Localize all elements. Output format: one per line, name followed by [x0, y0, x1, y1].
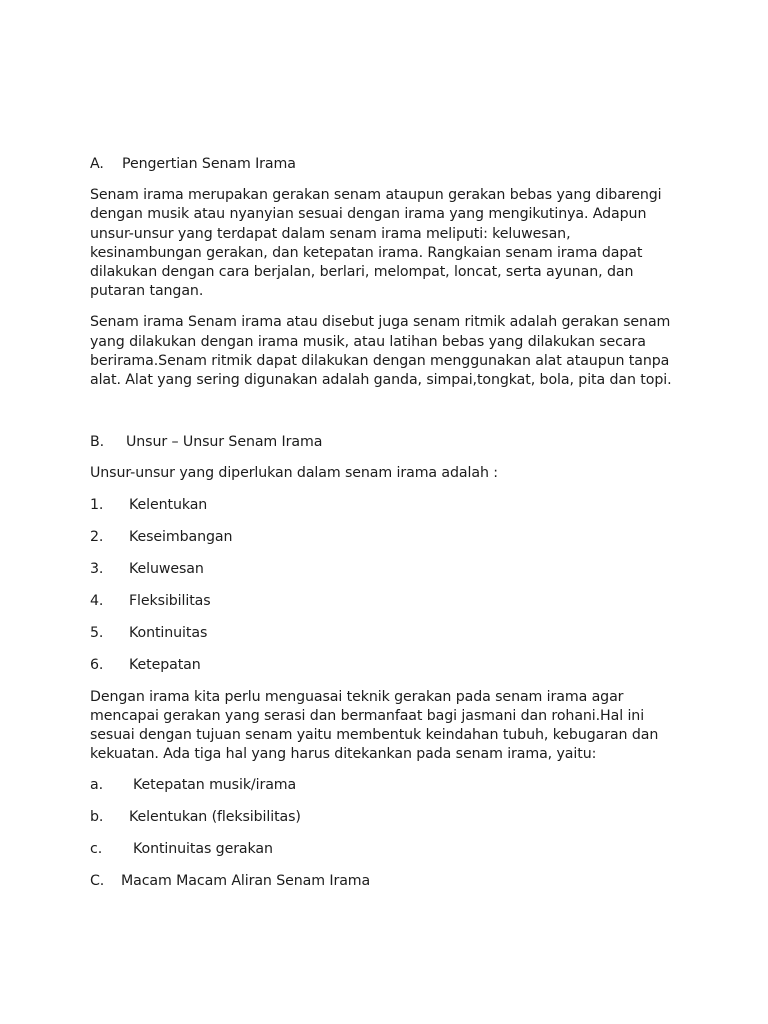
section-a-paragraph-2: [90, 313, 680, 390]
list-item-text: Keluwesan: [129, 560, 204, 577]
emphasis-item-text: Kelentukan (fleksibilitas): [129, 809, 301, 826]
paragraph-line: kesinambungan gerakan, dan ketepatan irama. Rangkaian senam irama dapat: [90, 244, 643, 261]
paragraph-line: putaran tangan.: [90, 283, 204, 300]
document-body: [90, 155, 680, 904]
emphasis-item: [90, 840, 680, 859]
emphasis-item-letter: b.: [90, 809, 104, 826]
section-b-intro: Unsur-unsur yang diperlukan dalam senam irama adalah :: [90, 465, 498, 482]
paragraph-line: dengan musik atau nyanyian sesuai dengan irama yang mengikutinya. Adapun: [90, 206, 647, 223]
paragraph-line: berirama.Senam ritmik dapat dilakukan dengan menggunakan alat ataupun tanpa: [90, 352, 670, 369]
section-c-title: Macam Macam Aliran Senam Irama: [121, 873, 371, 890]
list-item-text: Fleksibilitas: [129, 592, 211, 609]
list-item-number: 1.: [90, 496, 104, 513]
section-b-paragraph: [90, 688, 680, 765]
paragraph-line: kekuatan. Ada tiga hal yang harus ditekankan pada senam irama, yaitu:: [90, 746, 597, 763]
list-item: [90, 496, 680, 515]
paragraph-line: mencapai gerakan yang serasi dan bermanfaat bagi jasmani dan rohani.Hal ini: [90, 707, 645, 724]
list-item-number: 6.: [90, 656, 104, 673]
section-b-title: Unsur – Unsur Senam Irama: [126, 434, 323, 451]
list-item-text: Keseimbangan: [129, 528, 233, 545]
list-item: [90, 592, 680, 611]
emphasis-item-text: Kontinuitas gerakan: [133, 841, 273, 858]
paragraph-line: Dengan irama kita perlu menguasai teknik gerakan pada senam irama agar: [90, 688, 624, 705]
emphasis-item-text: Ketepatan musik/irama: [133, 777, 297, 794]
list-item: [90, 560, 680, 579]
paragraph-line: dilakukan dengan cara berjalan, berlari, melompat, loncat, serta ayunan, dan: [90, 264, 634, 281]
section-a-marker: A.: [90, 156, 104, 172]
emphasis-item-letter: a.: [90, 777, 104, 794]
list-item-number: 4.: [90, 592, 104, 609]
section-a-paragraph-1: [90, 186, 680, 301]
emphasis-item-letter: c.: [90, 841, 103, 858]
list-item: [90, 656, 680, 675]
list-item: [90, 624, 680, 643]
list-item-text: Ketepatan: [129, 656, 201, 673]
list-item-number: 3.: [90, 560, 104, 577]
paragraph-line: unsur-unsur yang terdapat dalam senam irama meliputi: keluwesan,: [90, 225, 571, 242]
paragraph-line: Senam irama merupakan gerakan senam ataupun gerakan bebas yang dibarengi: [90, 187, 662, 204]
section-b-heading: [90, 433, 680, 452]
section-c-marker: C.: [90, 873, 105, 890]
list-item-text: Kontinuitas: [129, 624, 208, 641]
list-item: [90, 528, 680, 547]
emphasis-list: [90, 776, 680, 859]
section-a-heading: [90, 155, 680, 174]
list-item-number: 5.: [90, 624, 104, 641]
section-b-marker: B.: [90, 434, 105, 451]
paragraph-line: yang dilakukan dengan irama musik, atau latihan bebas yang dilakukan secara: [90, 333, 646, 350]
list-item-number: 2.: [90, 528, 104, 545]
paragraph-line: sesuai dengan tujuan senam yaitu membentuk keindahan tubuh, kebugaran dan: [90, 726, 659, 743]
paragraph-line: Senam irama Senam irama atau disebut juga senam ritmik adalah gerakan senam: [90, 314, 671, 331]
elements-list: [90, 496, 680, 675]
list-item-text: Kelentukan: [129, 496, 208, 513]
section-a-title: Pengertian Senam Irama: [122, 156, 296, 172]
paragraph-line: alat. Alat yang sering digunakan adalah ganda, simpai,tongkat, bola, pita dan topi.: [90, 372, 672, 389]
emphasis-item: [90, 808, 680, 827]
emphasis-item: [90, 776, 680, 795]
section-c-heading: [90, 872, 680, 891]
